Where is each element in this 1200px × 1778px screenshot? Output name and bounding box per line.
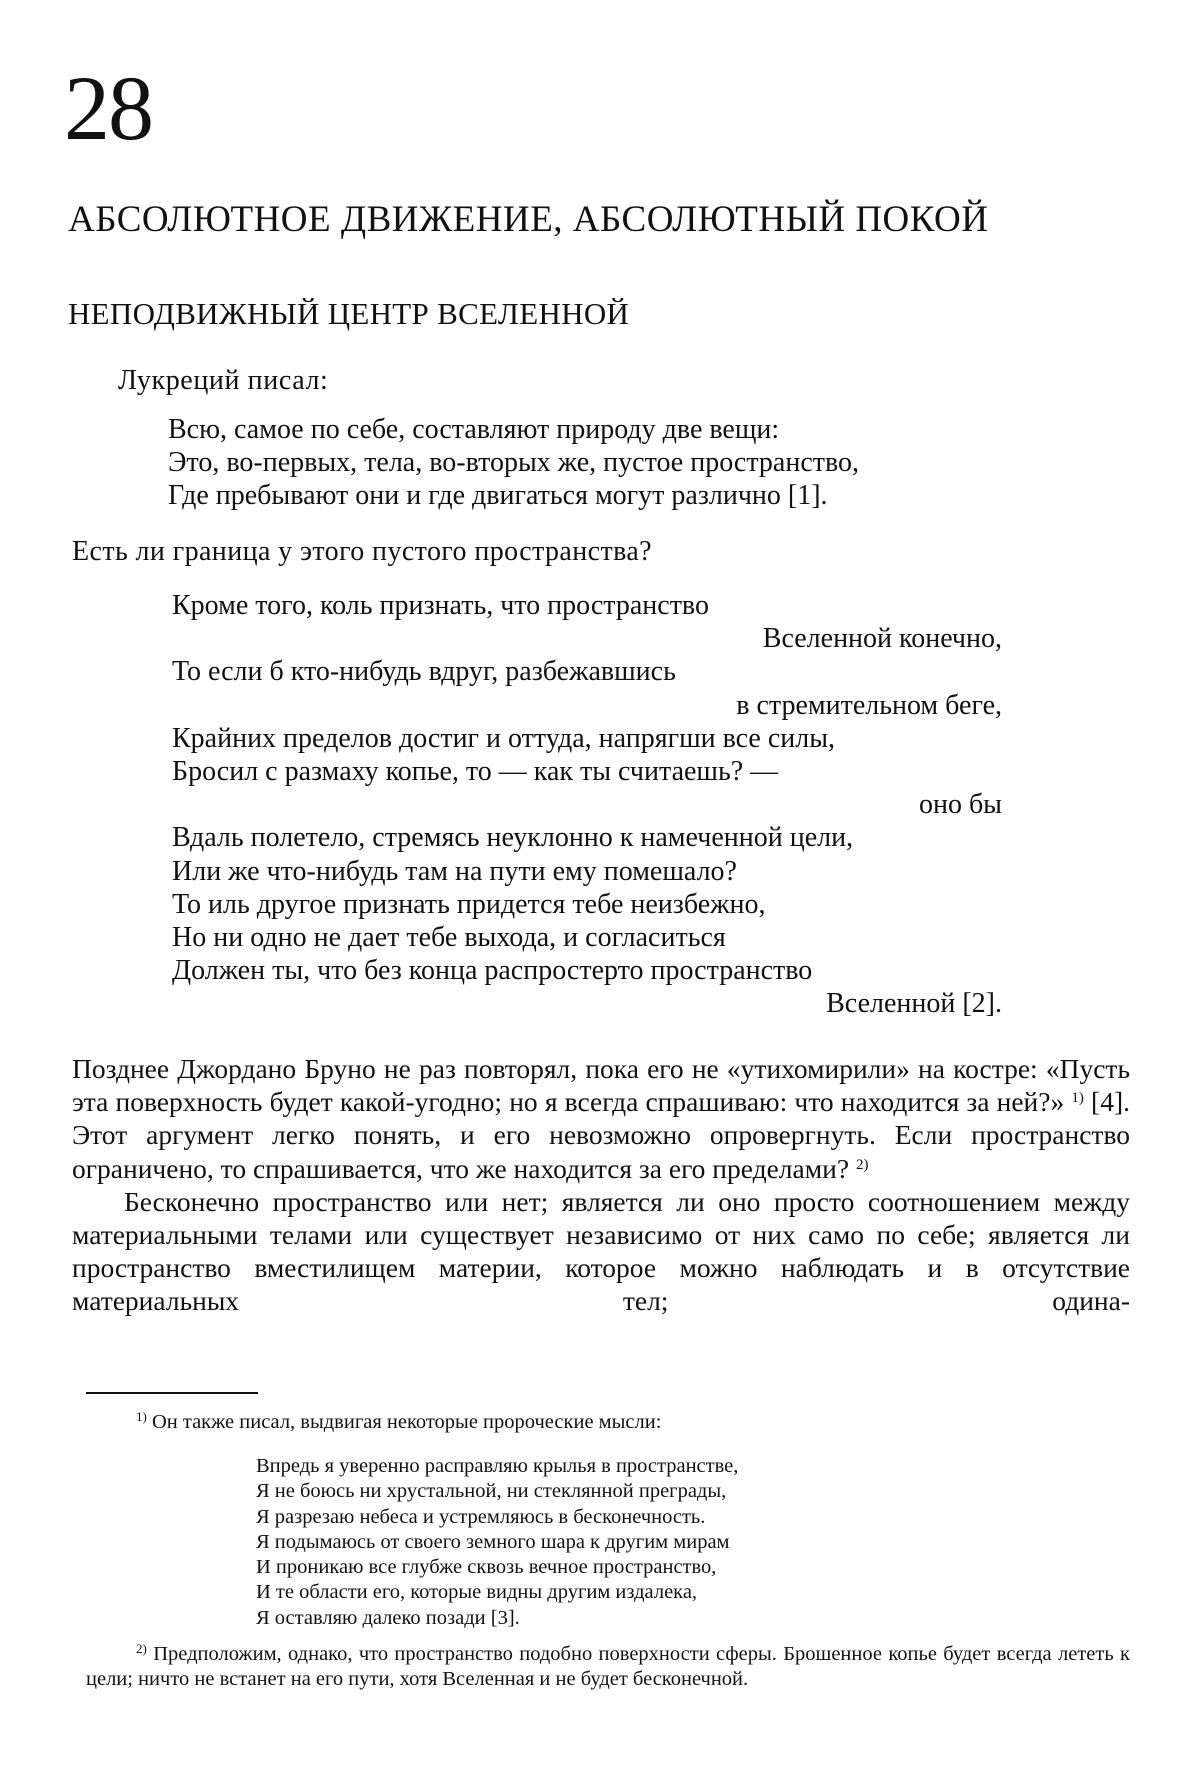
paragraph-text: [4]. Этот аргумент легко понять, и его невозможно опровергнуть. Если пространство ограничено, то спрашивается, что же находится за его пределами? [72, 1086, 1130, 1184]
verse-line: Всю, самое по себе, составляют природу две вещи: [168, 414, 780, 445]
footnote-ref-2[interactable]: 2) [855, 1156, 869, 1173]
chapter-title: АБСОЛЮТНОЕ ДВИЖЕНИЕ, АБСОЛЮТНЫЙ ПОКОЙ [68, 199, 989, 240]
verse-line: Я не боюсь ни хрустальной, ни стеклянной преграды, [256, 1480, 727, 1503]
lucretius-quote-1 [168, 413, 1088, 512]
verse-line-continuation: в стремительном беге, [736, 689, 1002, 721]
verse-line: То иль другое признать придется тебе неизбежно, [172, 888, 766, 920]
paragraph-infinite-space: Бесконечно пространство или нет; является ли оно просто соотношением между материальными телами или существует независимо от них само по себе; является ли пространство вместилищем материи, которое можно наблюдать и в отсутствие материальных тел; одина- [72, 1185, 1130, 1317]
footnote-marker: 1) [136, 1409, 147, 1424]
footnote-text: Предположим, однако, что пространство подобно поверхности сферы. Брошенное копье будет всегда лететь к цели; ничто не встанет на его пути, хотя Вселенная и не будет бесконечной. [86, 1643, 1131, 1690]
verse-line: Крайних пределов достиг и оттуда, напрягши все силы, [172, 722, 836, 754]
verse-line: Я разрезаю небеса и устремляюсь в бесконечность. [256, 1505, 706, 1528]
footnote-ref-1[interactable]: 1) [1071, 1090, 1084, 1107]
verse-line-continuation: оно бы [918, 789, 1002, 821]
footnote-2 [86, 1642, 1130, 1692]
intro-line: Лукреций писал: [118, 365, 329, 396]
question-line: Есть ли граница у этого пустого пространства? [72, 536, 652, 567]
lucretius-quote-2 [172, 589, 1002, 1021]
verse-line: То если б кто-нибудь вдруг, разбежавшись [172, 656, 676, 688]
body-text [72, 1052, 1130, 1318]
footnote-separator [86, 1392, 258, 1394]
verse-line: Вдаль полетело, стремясь неуклонно к намеченной цели, [172, 822, 854, 854]
footnote-marker: 2) [136, 1641, 147, 1656]
verse-line: И проникаю все глубже сквозь вечное пространство, [256, 1556, 717, 1579]
footnote-1-verse [256, 1454, 738, 1631]
paragraph-text: Позднее Джордано Бруно не раз повторял, пока его не «утихомирили» на костре: «Пусть эта поверхность будет какой-угодно; но я всегда спрашиваю: что находится за ней?» [72, 1053, 1130, 1118]
verse-line: Я подымаюсь от своего земного шара к другим мирам [256, 1530, 730, 1553]
footnote-1 [136, 1410, 661, 1435]
verse-line: Кроме того, коль признать, что пространство [172, 590, 709, 621]
verse-line: Должен ты, что без конца распростерто пространство [172, 955, 813, 987]
verse-line: Где пребывают они и где двигаться могут различно [1]. [168, 480, 828, 511]
verse-line: Впредь я уверенно расправляю крылья в пространстве, [256, 1455, 739, 1477]
verse-line: Или же что-нибудь там на пути ему помешало? [172, 855, 737, 887]
verse-line: Но ни одно не дает тебе выхода, и согласиться [172, 922, 726, 954]
paragraph-bruno [72, 1052, 1130, 1185]
verse-line: Это, во-первых, тела, во-вторых же, пустое пространство, [168, 447, 860, 478]
verse-line-continuation: Вселенной [2]. [826, 988, 1002, 1020]
verse-line: Я оставляю далеко позади [3]. [256, 1606, 520, 1629]
verse-line: И те области его, которые видны другим издалека, [256, 1581, 698, 1604]
section-title: НЕПОДВИЖНЫЙ ЦЕНТР ВСЕЛЕННОЙ [68, 296, 630, 331]
footnote-text: Он также писал, выдвигая некоторые пророческие мысли: [151, 1411, 662, 1433]
chapter-number: 28 [64, 57, 152, 159]
verse-line: Бросил с размаху копье, то — как ты считаешь? — [172, 756, 779, 788]
verse-line-continuation: Вселенной конечно, [762, 623, 1002, 655]
